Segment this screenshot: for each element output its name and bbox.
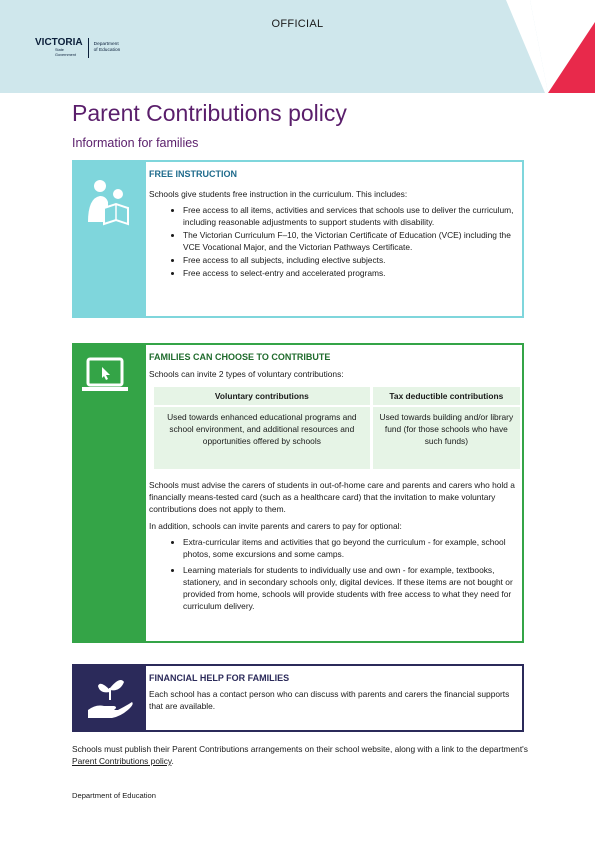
contribute-paragraph: Schools must advise the carers of students in out-of-home care and parents and carers who hold a financially means-tested card (such as a healthcare card) that the invitation to make voluntary contributions does not apply to them. bbox=[149, 480, 515, 514]
financial-help-box bbox=[72, 664, 524, 732]
publish-note bbox=[72, 743, 532, 767]
logo-department: Department bbox=[93, 42, 119, 47]
free-instruction-intro: Schools give students free instruction in the curriculum. This includes: bbox=[149, 189, 408, 199]
reading-parent-child-icon bbox=[74, 174, 146, 234]
page-title: Parent Contributions policy bbox=[72, 100, 347, 126]
hand-plant-icon bbox=[74, 670, 146, 730]
financial-help-text: Each school has a contact person who can discuss with parents and carers the financial supports that are available. bbox=[149, 689, 510, 711]
victoria-government-logo bbox=[35, 38, 120, 58]
contribute-sidebar bbox=[74, 345, 146, 641]
table-cell: Used towards enhanced educational programs and school environment, and additional resources and opportunities offered by schools bbox=[154, 407, 370, 469]
free-instruction-heading: FREE INSTRUCTION bbox=[149, 169, 238, 179]
page-subtitle: Information for families bbox=[72, 136, 199, 150]
list-item: • Extra-curricular items and activities that go beyond the curriculum - for example, school photos, some excursions and some camps. bbox=[183, 536, 518, 560]
parent-contributions-policy-link[interactable]: Parent Contributions policy bbox=[72, 756, 172, 766]
contribute-heading: FAMILIES CAN CHOOSE TO CONTRIBUTE bbox=[149, 352, 331, 362]
optional-list bbox=[149, 536, 518, 612]
publish-note-text: Schools must publish their Parent Contributions arrangements on their school website, along with a link to the department's bbox=[72, 744, 528, 754]
publish-note-end: . bbox=[171, 756, 174, 766]
list-item: • Learning materials for students to individually use and own - for example, textbooks, stationery, and in secondary schools only, digital devices. If these items are not bought or provided from home, schools will provide students with free access to what they need for curriculum delivery. bbox=[183, 564, 518, 612]
logo-divider bbox=[88, 38, 89, 58]
list-item: • Free access to all items, activities and services that schools use to deliver the curriculum, including reasonable adjustments to support students with disability. bbox=[183, 204, 518, 228]
free-instruction-list bbox=[149, 204, 518, 279]
table-header: Tax deductible contributions bbox=[373, 387, 520, 405]
logo-state: State bbox=[55, 48, 64, 53]
financial-help-sidebar bbox=[74, 666, 146, 730]
contribute-intro: Schools can invite 2 types of voluntary contributions: bbox=[149, 369, 344, 379]
classification-label: OFFICIAL bbox=[271, 18, 324, 30]
list-item: • Free access to all subjects, including elective subjects. bbox=[183, 254, 518, 266]
list-item: • The Victorian Curriculum F–10, the Victorian Certificate of Education (VCE) including the VCE Vocational Major, and the Victorian Pathways Certificate. bbox=[183, 229, 518, 253]
logo-victoria: VICTORIA bbox=[35, 37, 83, 49]
table-cell: Used towards building and/or library fund (for those schools who have such funds) bbox=[373, 407, 520, 469]
logo-of-education: of Education bbox=[93, 48, 121, 53]
contribute-box bbox=[72, 343, 524, 643]
free-instruction-box bbox=[72, 160, 524, 318]
free-instruction-sidebar bbox=[74, 162, 146, 316]
list-item: • Free access to select-entry and accelerated programs. bbox=[183, 267, 518, 279]
contributions-table bbox=[151, 385, 523, 471]
contribute-paragraph: In addition, schools can invite parents and carers to pay for optional: bbox=[149, 521, 402, 531]
footer-department: Department of Education bbox=[72, 791, 157, 800]
financial-help-heading: FINANCIAL HELP FOR FAMILIES bbox=[149, 673, 290, 683]
laptop-cursor-icon bbox=[74, 353, 146, 403]
logo-government: Government bbox=[55, 53, 76, 57]
table-header: Voluntary contributions bbox=[154, 387, 370, 405]
